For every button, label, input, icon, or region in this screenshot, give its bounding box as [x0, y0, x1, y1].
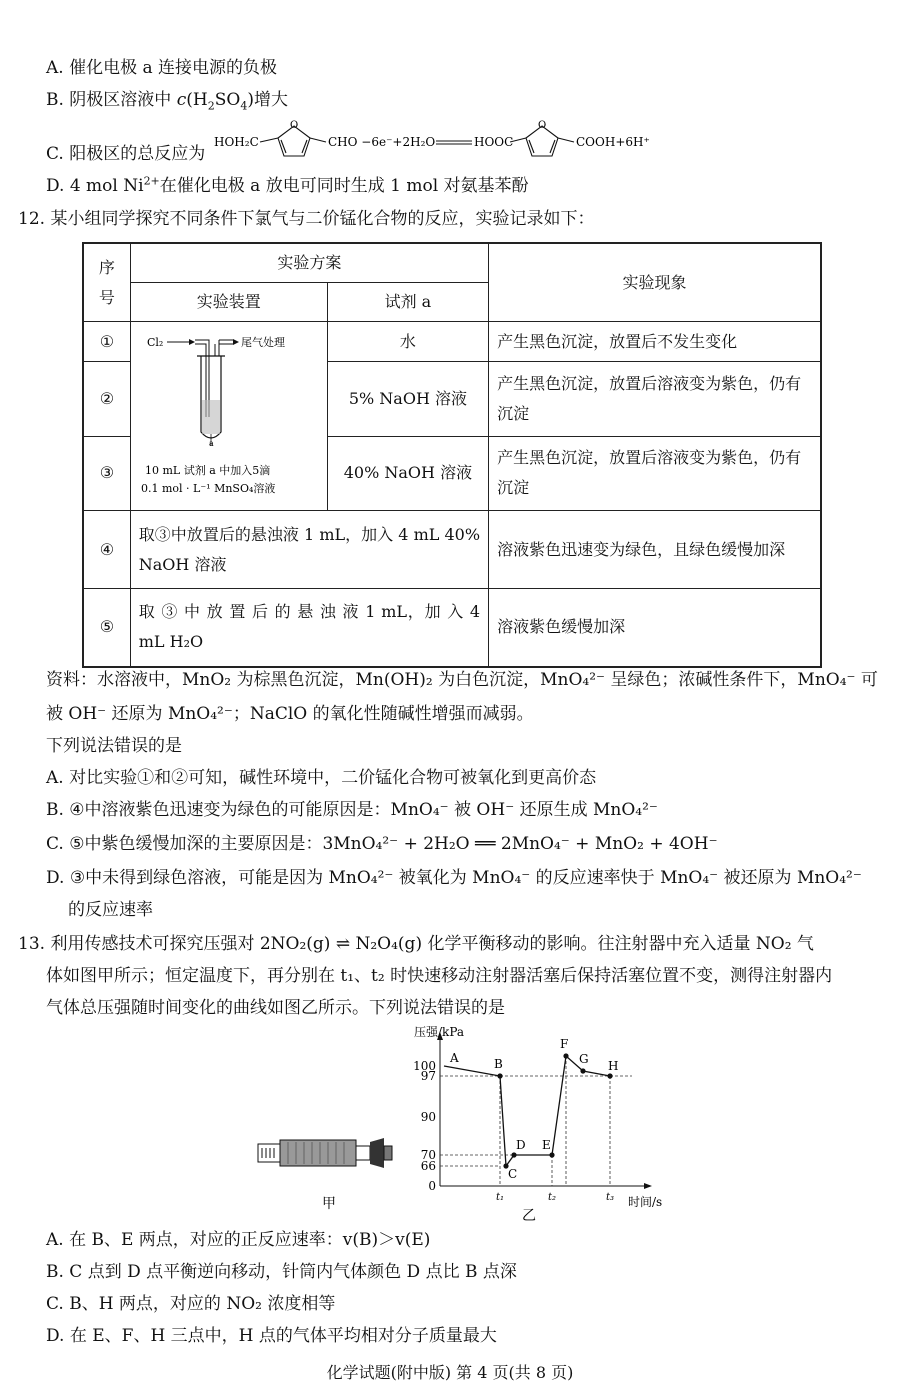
- q11-option-a: A. 催化电极 a 连接电源的负极: [46, 58, 278, 78]
- svg-text:O: O: [290, 120, 299, 131]
- q13-option-c: C. B、H 两点，对应的 NO₂ 浓度相等: [46, 1294, 336, 1314]
- q11-option-d: D. 4 mol $Ni^{2+}$在催化电极 a 放电可同时生成 1 mol 对氨基苯酚: [46, 174, 529, 196]
- y-tick-label: 0: [428, 1179, 436, 1193]
- row-phenomenon: 产生黑色沉淀，放置后溶液变为紫色，仍有沉淀: [489, 362, 821, 436]
- point-label-G: G: [579, 1052, 589, 1066]
- header-phenomenon: 实验现象: [489, 243, 821, 322]
- apparatus-note-1: 10 mL 试剂 a 中加入5滴: [144, 464, 271, 477]
- eq-right-post: COOH+6H⁺: [576, 135, 650, 149]
- x-tick-label: t₁: [496, 1192, 505, 1203]
- y-tick-label: 70: [420, 1148, 436, 1162]
- point-label-C: C: [508, 1167, 518, 1181]
- page-footer: 化学试题(附中版) 第 4 页(共 8 页): [326, 1363, 574, 1382]
- experiment-table: [82, 242, 822, 668]
- q12-option-b: B. ④中溶液紫色迅速变为绿色的可能原因是：MnO₄⁻ 被 OH⁻ 还原生成 MnO₄²⁻: [46, 800, 658, 820]
- y-tick-label: 66: [420, 1159, 436, 1173]
- row-scheme: 取 ③ 中 放 置 后 的 悬 浊 液 1 mL，加 入 4 mL H₂O: [130, 589, 488, 667]
- eq-mid: CHO −6e⁻+2H₂O: [328, 135, 436, 149]
- apparatus-cell: [130, 322, 327, 511]
- row-seq: ⑤: [83, 589, 130, 667]
- q12-option-a: A. 对比实验①和②可知，碱性环境中，二价锰化合物可被氧化到更高价态: [46, 768, 597, 788]
- row-phenomenon: 溶液紫色缓慢加深: [489, 589, 821, 667]
- row-seq: ③: [83, 436, 130, 510]
- q12-stem: 12. 某小组同学探究不同条件下氯气与二价锰化合物的反应，实验记录如下：: [18, 209, 595, 229]
- row-reagent: 40% NaOH 溶液: [327, 436, 488, 510]
- q11-option-c-label: C. 阳极区的总反应为: [46, 144, 206, 164]
- y-tick-label: 90: [420, 1110, 436, 1124]
- point-label-A: A: [450, 1051, 459, 1065]
- table-row: [83, 589, 821, 667]
- point-label-E: E: [542, 1138, 551, 1152]
- row-seq: ①: [83, 322, 130, 362]
- q13-stem-2: 体如图甲所示；恒定温度下，再分别在 t₁、t₂ 时快速移动注射器活塞后保持活塞位置不变，测得注射器内: [46, 966, 833, 986]
- point-label-D: D: [516, 1138, 526, 1152]
- q13-stem-1: 13. 利用传感技术可探究压强对 2NO₂(g) ⇌ N₂O₄(g) 化学平衡移动的影响。往注射器中充入适量 NO₂ 气: [18, 934, 814, 954]
- point-D: [511, 1152, 516, 1157]
- row-seq: ②: [83, 362, 130, 436]
- x-tick-label: t₂: [548, 1192, 557, 1203]
- header-scheme: 实验方案: [130, 243, 488, 283]
- row-scheme: 取③中放置后的悬浊液 1 mL，加入 4 mL 40% NaOH 溶液: [130, 511, 488, 589]
- q13-option-b: B. C 点到 D 点平衡逆向移动，针筒内气体颜色 D 点比 B 点深: [46, 1262, 517, 1282]
- point-F: [563, 1053, 568, 1058]
- q11-option-b: B. 阴极区溶液中 $c(H_2SO_4)$增大: [46, 90, 288, 113]
- q11-option-c-equation: [214, 118, 674, 164]
- q12-ask: 下列说法错误的是: [46, 736, 182, 756]
- q12-option-d-2: 的反应速率: [68, 900, 153, 920]
- table-row: [83, 511, 821, 589]
- row-seq: ④: [83, 511, 130, 589]
- header-seq: 序号: [83, 243, 130, 322]
- q13-option-d: D. 在 E、F、H 三点中，H 点的气体平均相对分子质量最大: [46, 1326, 497, 1346]
- point-label-F: F: [560, 1037, 569, 1051]
- row-phenomenon: 产生黑色沉淀，放置后不发生变化: [489, 322, 821, 362]
- q12-option-d-1: D. ③中未得到绿色溶液，可能是因为 MnO₄²⁻ 被氧化为 MnO₄⁻ 的反应速率快于 MnO₄⁻ 被还原为 MnO₄²⁻: [46, 868, 862, 888]
- pressure-chart: [400, 1024, 690, 1224]
- point-B: [497, 1073, 502, 1078]
- syringe-figure: [254, 1138, 404, 1228]
- header-device: 实验装置: [130, 283, 327, 322]
- point-E: [549, 1152, 554, 1157]
- row-phenomenon: 溶液紫色迅速变为绿色，且绿色缓慢加深: [489, 511, 821, 589]
- y-tick-label: 97: [420, 1069, 436, 1083]
- point-label-H: H: [608, 1059, 619, 1073]
- svg-text:a: a: [208, 439, 214, 448]
- q12-option-c: C. ⑤中紫色缓慢加深的主要原因是：3MnO₄²⁻ + 2H₂O ══ 2MnO₄⁻ + MnO₂ + 4OH⁻: [46, 834, 718, 854]
- y-tick-label: 100: [413, 1059, 436, 1073]
- x-axis-label: 时间/s: [628, 1195, 663, 1209]
- figure-yi-label: 乙: [522, 1208, 536, 1224]
- table-row: [83, 322, 821, 362]
- point-label-B: B: [494, 1057, 503, 1071]
- apparatus-diagram: [131, 322, 327, 500]
- point-H: [607, 1073, 612, 1078]
- x-tick-label: t₃: [606, 1192, 615, 1203]
- apparatus-note-2: 0.1 mol · L⁻¹ MnSO₄溶液: [140, 482, 276, 495]
- q12-info-2: 被 OH⁻ 还原为 MnO₄²⁻；NaClO 的氧化性随碱性增强而减弱。: [46, 704, 534, 724]
- point-G: [580, 1068, 585, 1073]
- q12-info-1: 资料：水溶液中，MnO₂ 为棕黑色沉淀，Mn(OH)₂ 为白色沉淀，MnO₄²⁻ 呈绿色；浓碱性条件下，MnO₄⁻ 可: [46, 670, 878, 690]
- y-axis-label: 压强/kPa: [414, 1025, 465, 1039]
- row-reagent: 水: [327, 322, 488, 362]
- x-axis-arrow: [644, 1183, 652, 1189]
- eq-right-pre: HOOC: [474, 135, 514, 149]
- header-reagent: 试剂 a: [327, 283, 488, 322]
- eq-left-group: HOH₂C: [214, 135, 259, 149]
- tail-gas-label: 尾气处理: [240, 336, 285, 349]
- q13-option-a: A. 在 B、E 两点，对应的正反应速率：v(B)＞v(E): [46, 1230, 431, 1250]
- row-reagent: 5% NaOH 溶液: [327, 362, 488, 436]
- q13-stem-3: 气体总压强随时间变化的曲线如图乙所示。下列说法错误的是: [46, 998, 505, 1018]
- row-phenomenon: 产生黑色沉淀，放置后溶液变为紫色，仍有沉淀: [489, 436, 821, 510]
- figure-jia-label: 甲: [322, 1196, 336, 1212]
- cl2-label: Cl₂: [146, 336, 164, 349]
- svg-text:O: O: [538, 120, 547, 131]
